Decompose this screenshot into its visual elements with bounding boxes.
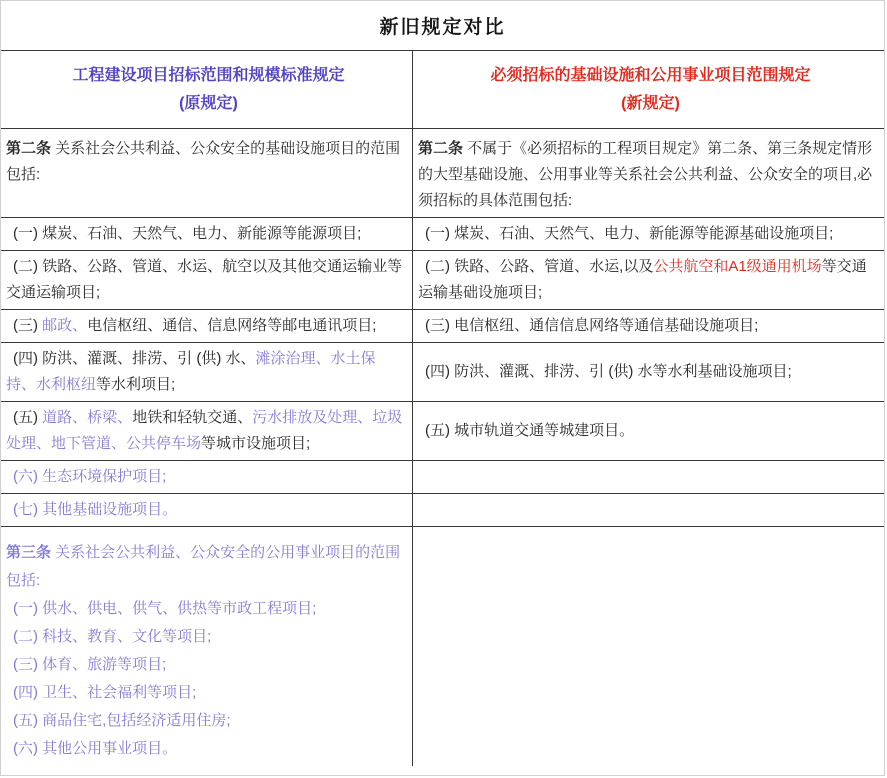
table-cell-left xyxy=(1,461,413,493)
cell-line xyxy=(418,418,876,444)
table-row xyxy=(1,128,884,217)
table-cell-left xyxy=(1,310,413,342)
cell-line xyxy=(418,136,876,214)
text-segment: 滩涂治理、水土保持、水利枢纽 xyxy=(6,350,376,393)
cell-line xyxy=(418,313,876,339)
table-cell-left xyxy=(1,343,413,401)
text-segment: 邮政、 xyxy=(42,317,88,334)
cell-line xyxy=(6,651,404,679)
text-segment: (四) 卫生、社会福利等项目; xyxy=(13,684,197,701)
table-cell-left xyxy=(1,251,413,309)
table-header-row xyxy=(1,51,884,128)
table-row xyxy=(1,460,884,493)
text-segment: (四) 防洪、灌溉、排涝、引 (供) 水等水利基础设施项目; xyxy=(425,363,792,380)
text-segment: 不属于《必须招标的工程项目规定》第二条、第三条规定情形的大型基础设施、公用事业等关系社会公共利益、公众安全的项目,必须招标的具体范围包括: xyxy=(418,140,873,209)
text-segment: (六) 生态环境保护项目; xyxy=(13,468,167,485)
table-row xyxy=(1,493,884,526)
cell-line xyxy=(418,221,876,247)
table-cell-left xyxy=(1,218,413,250)
text-segment: (五) xyxy=(13,409,43,426)
cell-line xyxy=(6,254,404,306)
table-row xyxy=(1,401,884,460)
table-cell-right xyxy=(413,402,884,460)
table-cell-left xyxy=(1,494,413,526)
text-segment: (二) 铁路、公路、管道、水运、航空以及其他交通运输业等交通运输项目; xyxy=(6,258,403,301)
cell-line xyxy=(6,623,404,651)
text-segment: (一) 供水、供电、供气、供热等市政工程项目; xyxy=(13,600,317,617)
cell-line xyxy=(418,254,876,306)
table-body xyxy=(1,128,884,766)
cell-line xyxy=(6,707,404,735)
cell-line xyxy=(6,346,404,398)
text-segment: (三) xyxy=(13,317,43,334)
table-cell-right xyxy=(413,461,884,493)
cell-line xyxy=(6,679,404,707)
cell-line xyxy=(6,136,404,188)
table-cell-right xyxy=(413,310,884,342)
cell-line xyxy=(6,405,404,457)
text-segment: (五) 城市轨道交通等城建项目。 xyxy=(425,422,635,439)
old-regulation-title: 工程建设项目招标范围和规模标准规定 xyxy=(72,66,345,84)
text-segment: (二) 铁路、公路、管道、水运,以及 xyxy=(425,258,654,275)
text-segment: 污水排放及处理、垃圾处理、地下管道、公共停车场 xyxy=(6,409,403,452)
text-segment: (二) 科技、教育、文化等项目; xyxy=(13,628,212,645)
table-cell-right xyxy=(413,218,884,250)
cell-line xyxy=(6,595,404,623)
cell-line xyxy=(6,221,404,247)
table-row xyxy=(1,526,884,766)
cell-line xyxy=(6,735,404,763)
text-segment: 第二条 xyxy=(418,140,464,157)
cell-line xyxy=(6,497,404,523)
text-segment: (六) 其他公用事业项目。 xyxy=(13,740,178,757)
table-cell-right xyxy=(413,251,884,309)
text-segment: 地铁和轻轨交通、 xyxy=(132,409,253,426)
text-segment: 等城市设施项目; xyxy=(201,435,311,452)
table-row xyxy=(1,342,884,401)
text-segment: 等水利项目; xyxy=(96,376,176,393)
title-band xyxy=(1,1,884,50)
text-segment: (三) 电信枢纽、通信信息网络等通信基础设施项目; xyxy=(425,317,759,334)
text-segment: (一) 煤炭、石油、天然气、电力、新能源等能源项目; xyxy=(13,225,362,242)
new-regulation-header-cell xyxy=(413,51,884,128)
cell-line xyxy=(418,359,876,385)
table-cell-left xyxy=(1,129,413,217)
table-cell-right xyxy=(413,494,884,526)
table-row xyxy=(1,250,884,309)
text-segment: (四) 防洪、灌溉、排涝、引 (供) 水、 xyxy=(13,350,256,367)
text-segment: 等交通运输基础设施项目; xyxy=(418,258,867,301)
table-cell-right xyxy=(413,527,884,766)
text-segment: 道路、桥梁、 xyxy=(42,409,133,426)
new-regulation-subtitle: (新规定) xyxy=(621,94,680,112)
new-regulation-title: 必须招标的基础设施和公用事业项目范围规定 xyxy=(490,66,811,84)
text-segment: (三) 体育、旅游等项目; xyxy=(13,656,167,673)
table-cell-left xyxy=(1,402,413,460)
old-regulation-subtitle: (原规定) xyxy=(179,94,238,112)
text-segment: 公共航空和A1级通用机场 xyxy=(653,258,822,275)
text-segment: 关系社会公共利益、公众安全的公用事业项目的范围包括: xyxy=(6,544,401,589)
text-segment: 关系社会公共利益、公众安全的基础设施项目的范围包括: xyxy=(6,140,401,183)
comparison-table xyxy=(1,50,884,776)
cell-line xyxy=(6,313,404,339)
table-cell-left xyxy=(1,527,413,766)
page-title: 新旧规定对比 xyxy=(379,17,506,38)
table-cell-right xyxy=(413,129,884,217)
table-cell-right xyxy=(413,343,884,401)
cell-line xyxy=(6,464,404,490)
text-segment: 第二条 xyxy=(6,140,52,157)
old-regulation-header-cell xyxy=(1,51,413,128)
text-segment: (七) 其他基础设施项目。 xyxy=(13,501,178,518)
text-segment: 电信枢纽、通信、信息网络等邮电通讯项目; xyxy=(87,317,377,334)
table-row xyxy=(1,309,884,342)
cell-line xyxy=(6,539,404,595)
text-segment: (一) 煤炭、石油、天然气、电力、新能源等能源基础设施项目; xyxy=(425,225,834,242)
table-row xyxy=(1,217,884,250)
text-segment: (五) 商品住宅,包括经济适用住房; xyxy=(13,712,231,729)
text-segment: 第三条 xyxy=(6,544,52,561)
